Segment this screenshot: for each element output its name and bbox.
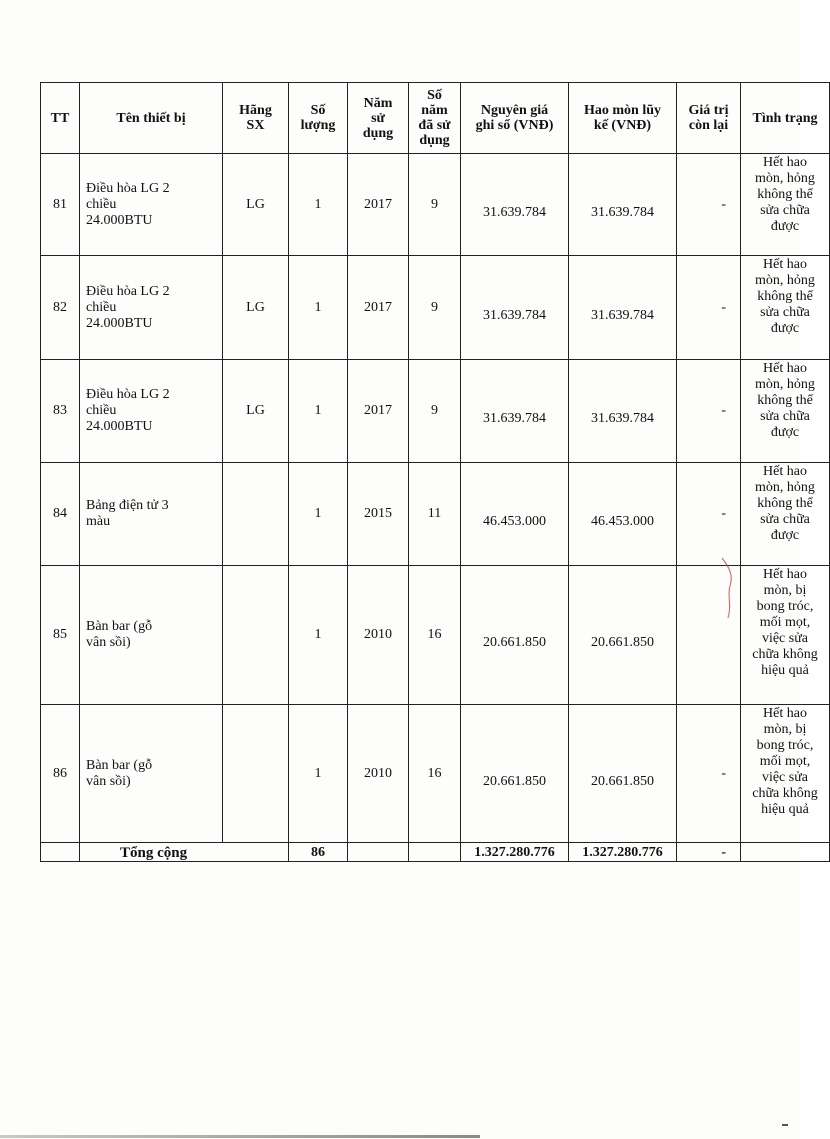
cell-qty: 1: [289, 154, 348, 256]
cell-qty: 1: [289, 360, 348, 463]
cell-status-line: Hết hao: [763, 567, 807, 582]
cell-status-line: mối mọt,: [759, 615, 811, 630]
cell-status-line: sửa chữa: [760, 203, 810, 218]
cell-qty: 1: [289, 463, 348, 566]
cell-status: [741, 360, 830, 463]
total-label: Tổng cộng: [80, 843, 289, 862]
cell-cost: 31.639.784: [461, 360, 569, 463]
cell-depreciation: 20.661.850: [569, 705, 677, 843]
cell-tt: 83: [41, 360, 80, 463]
cell-status-line: sửa chữa: [760, 305, 810, 320]
cell-years-used: 16: [409, 705, 461, 843]
cell-status-line: được: [770, 528, 800, 543]
cell-cost: 31.639.784: [461, 256, 569, 360]
cell-status: [741, 566, 830, 705]
cell-cost: 20.661.850: [461, 566, 569, 705]
cell-status-line: mối mọt,: [759, 754, 811, 769]
cell-tt: 84: [41, 463, 80, 566]
cell-name-line: chiều: [86, 403, 117, 418]
cell-tt: 86: [41, 705, 80, 843]
cell-name: [80, 154, 223, 256]
scan-edge-line: [0, 1135, 480, 1138]
cell-depreciation: 31.639.784: [569, 154, 677, 256]
cell-status-line: hiệu quả: [761, 663, 809, 678]
cell-cost: 20.661.850: [461, 705, 569, 843]
cell-status-line: mòn, bị: [763, 583, 807, 598]
header-name: Tên thiết bị: [80, 83, 223, 154]
header-year: Năm sử dụng: [348, 83, 409, 154]
cell-status-line: Hết hao: [763, 706, 807, 721]
cell-year: 2017: [348, 154, 409, 256]
cell-name-line: 24.000BTU: [86, 315, 153, 331]
header-maker: Hãng SX: [223, 83, 289, 154]
total-empty-used: [409, 843, 461, 862]
cell-year: 2010: [348, 566, 409, 705]
cell-status-line: được: [770, 321, 800, 336]
cell-name-line: Điều hòa LG 2: [86, 283, 170, 299]
cell-name-line: chiều: [86, 299, 117, 315]
cell-maker: [223, 463, 289, 566]
cell-depreciation: 20.661.850: [569, 566, 677, 705]
cell-qty: 1: [289, 705, 348, 843]
cell-year: 2010: [348, 705, 409, 843]
cell-year: 2017: [348, 360, 409, 463]
cell-remaining: -: [677, 463, 741, 566]
cell-status-line: Hết hao: [763, 464, 807, 479]
cell-cost: 46.453.000: [461, 463, 569, 566]
cell-status-line: được: [770, 425, 800, 440]
cell-maker: LG: [223, 360, 289, 463]
header-status: Tình trạng: [741, 83, 830, 154]
cell-status: [741, 705, 830, 843]
cell-status-line: mòn, hỏng: [755, 377, 815, 392]
cell-depreciation: 31.639.784: [569, 256, 677, 360]
cell-status-line: sửa chữa: [760, 512, 810, 527]
cell-status-line: sửa chữa: [760, 409, 810, 424]
cell-depreciation: 31.639.784: [569, 360, 677, 463]
cell-year: 2015: [348, 463, 409, 566]
header-row: [41, 83, 830, 154]
cell-status-line: chữa không: [752, 786, 818, 801]
total-empty-status: [741, 843, 830, 862]
cell-name-line: Bàn bar (gỗ: [86, 757, 153, 773]
header-tt: TT: [41, 83, 80, 154]
cell-maker: LG: [223, 154, 289, 256]
total-qty: 86: [289, 843, 348, 862]
header-remaining: Giá trị còn lại: [677, 83, 741, 154]
cell-status-line: được: [770, 219, 800, 234]
cell-years-used: 9: [409, 256, 461, 360]
cell-cost: 31.639.784: [461, 154, 569, 256]
cell-name: [80, 566, 223, 705]
table-row: [41, 566, 830, 705]
cell-name: [80, 463, 223, 566]
cell-remaining: -: [677, 360, 741, 463]
cell-qty: 1: [289, 256, 348, 360]
table-row: [41, 256, 830, 360]
header-qty: Số lượng: [289, 83, 348, 154]
cell-name: [80, 360, 223, 463]
asset-table: [40, 82, 830, 862]
cell-name-line: màu: [86, 514, 111, 529]
cell-name: [80, 256, 223, 360]
cell-name-line: Bảng điện tử 3: [86, 498, 169, 513]
cell-name-line: 24.000BTU: [86, 419, 153, 434]
cell-status-line: không thể: [757, 393, 813, 408]
total-remaining: -: [677, 843, 741, 862]
cell-status-line: không thể: [757, 289, 813, 304]
cell-name-line: Điều hòa LG 2: [86, 180, 170, 196]
cell-status-line: mòn, hỏng: [755, 171, 815, 186]
cell-status-line: việc sửa: [761, 770, 809, 785]
total-cost: 1.327.280.776: [461, 843, 569, 862]
total-empty-tt: [41, 843, 80, 862]
header-cost: Nguyên giá ghi sổ (VNĐ): [461, 83, 569, 154]
table-row: [41, 463, 830, 566]
cell-name-line: vân sồi): [86, 635, 131, 650]
scan-corner-mark: [782, 1124, 788, 1126]
cell-tt: 81: [41, 154, 80, 256]
cell-years-used: 9: [409, 360, 461, 463]
cell-status-line: hiệu quả: [761, 802, 809, 817]
cell-remaining: -: [677, 154, 741, 256]
pen-annotation: [716, 556, 742, 620]
cell-status: [741, 463, 830, 566]
total-depreciation: 1.327.280.776: [569, 843, 677, 862]
table-row: [41, 705, 830, 843]
table-row: [41, 360, 830, 463]
cell-remaining: -: [677, 256, 741, 360]
cell-status-line: mòn, hỏng: [755, 480, 815, 495]
cell-years-used: 9: [409, 154, 461, 256]
cell-years-used: 11: [409, 463, 461, 566]
header-depreciation: Hao mòn lũy kế (VNĐ): [569, 83, 677, 154]
cell-tt: 85: [41, 566, 80, 705]
cell-status-line: mòn, hỏng: [755, 273, 815, 288]
cell-name-line: chiều: [86, 196, 117, 212]
cell-status-line: không thể: [757, 496, 813, 511]
cell-name-line: Điều hòa LG 2: [86, 387, 170, 402]
cell-remaining: -: [677, 705, 741, 843]
cell-name-line: Bàn bar (gỗ: [86, 619, 153, 634]
cell-status: [741, 256, 830, 360]
cell-year: 2017: [348, 256, 409, 360]
cell-qty: 1: [289, 566, 348, 705]
cell-tt: 82: [41, 256, 80, 360]
cell-depreciation: 46.453.000: [569, 463, 677, 566]
cell-status-line: mòn, bị: [763, 722, 807, 737]
total-row: [41, 843, 830, 862]
cell-status-line: chữa không: [752, 647, 818, 662]
cell-status-line: bong tróc,: [756, 599, 814, 614]
cell-maker: [223, 705, 289, 843]
cell-status-line: việc sửa: [761, 631, 809, 646]
cell-maker: LG: [223, 256, 289, 360]
cell-name-line: vân sồi): [86, 773, 131, 789]
table-row: [41, 154, 830, 256]
total-empty-year: [348, 843, 409, 862]
cell-years-used: 16: [409, 566, 461, 705]
cell-status-line: Hết hao: [763, 257, 807, 272]
cell-name-line: 24.000BTU: [86, 212, 153, 228]
cell-status-line: Hết hao: [763, 361, 807, 376]
cell-maker: [223, 566, 289, 705]
cell-status-line: không thể: [757, 187, 813, 202]
cell-name: [80, 705, 223, 843]
header-years-used: Số năm đã sử dụng: [409, 83, 461, 154]
cell-status: [741, 154, 830, 256]
cell-status-line: bong tróc,: [756, 738, 814, 753]
cell-status-line: Hết hao: [763, 155, 807, 170]
